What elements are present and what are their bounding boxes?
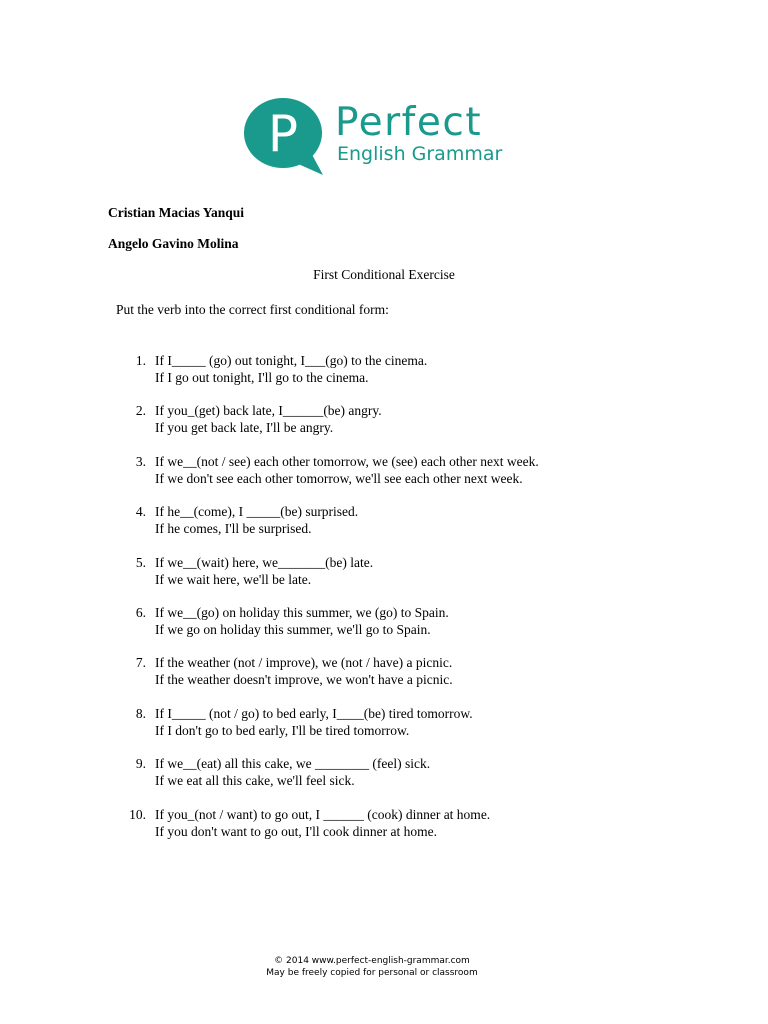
item-number: 8. bbox=[135, 705, 146, 721]
item-number: 2. bbox=[135, 403, 146, 419]
item-question: If we__(eat) all this cake, we ________ (feel) sick. bbox=[155, 756, 431, 772]
exercise-item-4 bbox=[110, 503, 670, 553]
item-number: 9. bbox=[135, 756, 146, 772]
copyright-footer bbox=[0, 955, 744, 979]
item-question: If I_____ (not / go) to bed early, I____(be) tired tomorrow. bbox=[155, 705, 473, 721]
item-question: If we__(wait) here, we_______(be) late. bbox=[155, 554, 374, 570]
exercise-item-3 bbox=[110, 453, 670, 503]
item-number: 10. bbox=[129, 806, 146, 822]
exercise-item-8 bbox=[110, 705, 670, 755]
item-question: If he__(come), I _____(be) surprised. bbox=[155, 504, 359, 520]
item-number: 6. bbox=[135, 604, 146, 620]
footer-usage-line: May be freely copied for personal or classroom bbox=[266, 968, 478, 978]
item-question: If I_____ (go) out tonight, I___(go) to the cinema. bbox=[155, 353, 428, 368]
exercise-item-2 bbox=[110, 402, 670, 452]
item-question: If we__(go) on holiday this summer, we (go) to Spain. bbox=[155, 604, 449, 620]
exercise-item-6 bbox=[110, 604, 670, 654]
exercise-item-1 bbox=[110, 352, 670, 402]
item-answer: If we don't see each other tomorrow, we'll see each other next week. bbox=[155, 470, 523, 486]
speech-bubble-p-logo-icon bbox=[243, 97, 327, 177]
author-name-1: Cristian Macias Yanqui bbox=[108, 205, 245, 220]
item-number: 4. bbox=[135, 504, 146, 520]
item-answer: If I go out tonight, I'll go to the cinema. bbox=[155, 370, 369, 385]
exercise-item-5 bbox=[110, 554, 670, 604]
item-number: 7. bbox=[135, 655, 146, 671]
author-name-2: Angelo Gavino Molina bbox=[108, 236, 239, 251]
instructions-text: Put the verb into the correct first conditional form: bbox=[116, 302, 389, 317]
item-answer: If the weather doesn't improve, we won't have a picnic. bbox=[155, 672, 453, 688]
item-number: 3. bbox=[135, 453, 146, 469]
document-title: First Conditional Exercise bbox=[313, 267, 455, 282]
item-answer: If you don't want to go out, I'll cook dinner at home. bbox=[155, 823, 437, 839]
logo-mark-letter: P bbox=[267, 105, 299, 163]
item-answer: If he comes, I'll be surprised. bbox=[155, 521, 312, 537]
item-number: 1. bbox=[135, 353, 146, 368]
item-number: 5. bbox=[135, 554, 146, 570]
logo-subtitle: English Grammar bbox=[337, 143, 503, 165]
item-answer: If we wait here, we'll be late. bbox=[155, 571, 312, 587]
exercise-item-9 bbox=[110, 755, 670, 805]
exercise-list bbox=[110, 352, 670, 856]
item-question: If you_(get) back late, I______(be) angry. bbox=[155, 403, 382, 419]
exercise-item-10 bbox=[110, 806, 670, 856]
item-question: If we__(not / see) each other tomorrow, we (see) each other next week. bbox=[155, 453, 539, 469]
item-answer: If we go on holiday this summer, we'll go to Spain. bbox=[155, 621, 431, 637]
perfect-english-grammar-logo bbox=[243, 97, 533, 177]
item-question: If you_(not / want) to go out, I ______ (cook) dinner at home. bbox=[155, 806, 491, 822]
exercise-item-7 bbox=[110, 654, 670, 704]
item-answer: If we eat all this cake, we'll feel sick. bbox=[155, 773, 355, 789]
item-question: If the weather (not / improve), we (not / have) a picnic. bbox=[155, 655, 453, 671]
item-answer: If I don't go to bed early, I'll be tired tomorrow. bbox=[155, 722, 410, 738]
footer-copyright-line: © 2014 www.perfect-english-grammar.com bbox=[274, 956, 470, 966]
logo-word-perfect: Perfect bbox=[335, 100, 483, 145]
item-answer: If you get back late, I'll be angry. bbox=[155, 420, 334, 436]
